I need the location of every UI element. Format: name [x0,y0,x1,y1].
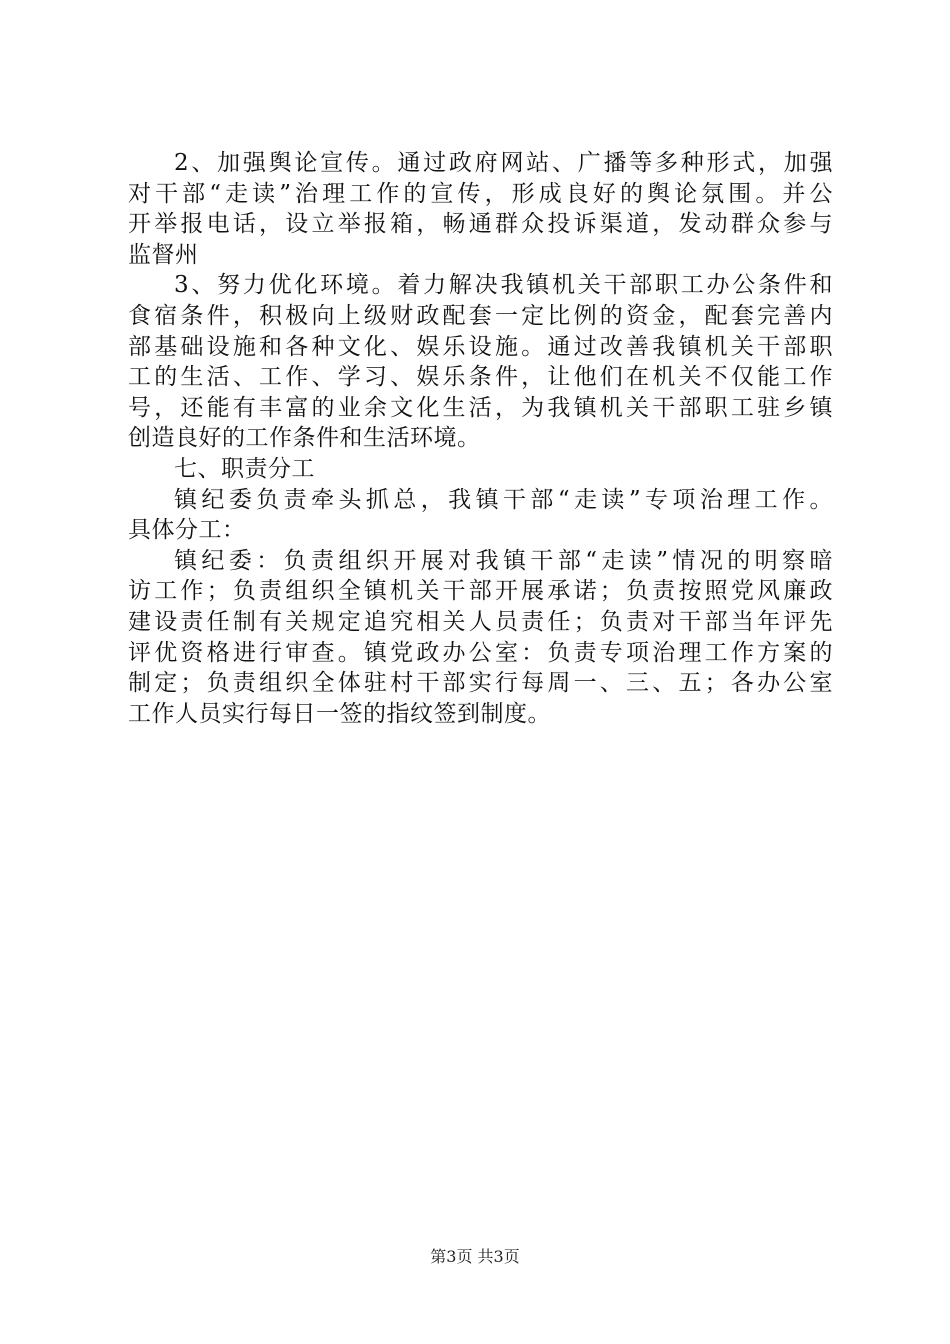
paragraph-2-line-4: 监督州 [128,241,199,268]
paragraph-3-line-2: 食宿条件，积极向上级财政配套一定比例的资金，配套完善内 [128,302,833,329]
paragraph-3-line-3: 部基础设施和各种文化、娱乐设施。通过改善我镇机关干部职 [128,333,833,360]
paragraph-2-line-1: 2、加强舆论宣传。通过政府网站、广播等多种形式，加强 [174,150,833,176]
paragraph-3-line-4: 工的生活、工作、学习、娱乐条件，让他们在机关不仅能工作 [128,364,833,391]
paragraph-5-line-2: 访工作；负责组织全镇机关干部开展承诺；负责按照党风廉政 [128,578,833,605]
paragraph-2-line-3: 开举报电话，设立举报箱，畅通群众投诉渠道，发动群众参与 [128,211,833,238]
paragraph-5-line-5: 制定；负责组织全体驻村干部实行每周一、三、五；各办公室 [128,670,833,697]
paragraph-4-line-1: 镇纪委负责牵头抓总，我镇干部“走读”专项治理工作。 [174,486,833,513]
paragraph-3-line-6: 创造良好的工作条件和生活环境。 [128,425,481,452]
paragraph-3-line-5: 号，还能有丰富的业余文化生活，为我镇机关干部职工驻乡镇 [128,394,833,421]
paragraph-5-line-3: 建设责任制有关规定追究相关人员责任；负责对干部当年评先 [128,608,833,635]
paragraph-5-line-1: 镇纪委：负责组织开展对我镇干部“走读”情况的明察暗 [174,547,833,574]
paragraph-5-line-6: 工作人员实行每日一签的指纹签到制度。 [128,700,551,727]
section-heading: 七、职责分工 [174,455,315,482]
document-body [128,148,833,729]
paragraph-3-line-1: 3、努力优化环境。着力解决我镇机关干部职工办公条件和 [174,272,833,299]
paragraph-2-line-2: 对干部“走读”治理工作的宣传，形成良好的舆论氛围。并公 [128,180,833,207]
paragraph-5-line-4: 评优资格进行审查。镇党政办公室：负责专项治理工作方案的 [128,639,833,666]
page-number-footer: 第3页 共3页 [430,1247,520,1266]
paragraph-4-line-2: 具体分工： [128,517,246,544]
